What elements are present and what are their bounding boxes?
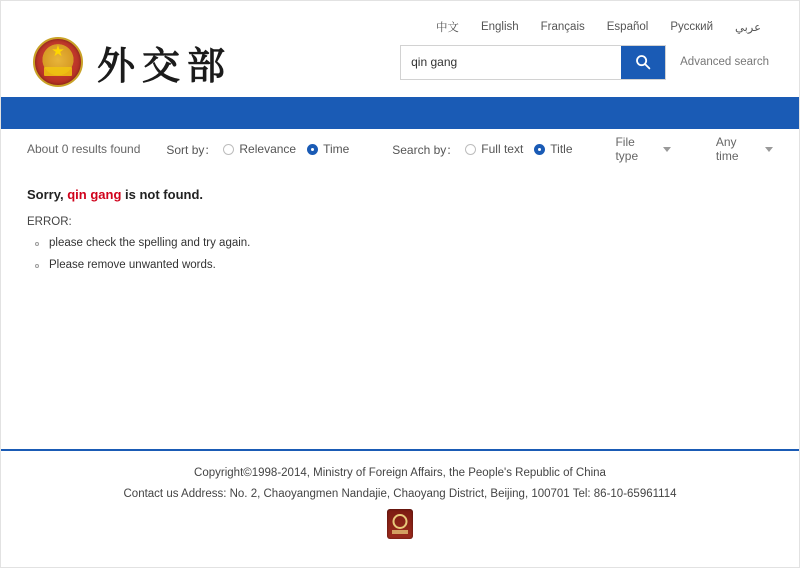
language-link-fr[interactable]: Français	[540, 21, 585, 33]
sort-by-option-relevance[interactable]	[223, 142, 296, 156]
search-by-option-title[interactable]	[534, 142, 572, 156]
sort-by-group	[166, 141, 353, 158]
radio-selected-icon	[534, 144, 545, 155]
search-input[interactable]	[401, 46, 621, 79]
search-button[interactable]	[621, 46, 665, 79]
site-brand[interactable]	[1, 35, 232, 90]
footer-copyright: Copyright©1998-2014, Ministry of Foreign Affairs, the People's Republic of China	[194, 467, 606, 479]
language-bar	[1, 1, 799, 35]
language-link-ru[interactable]: Русский	[670, 21, 713, 33]
radio-icon	[223, 144, 234, 155]
no-results-message	[27, 187, 773, 202]
list-item: Please remove unwanted words.	[35, 259, 773, 271]
error-label: ERROR:	[27, 216, 72, 228]
language-link-en[interactable]: English	[480, 21, 519, 33]
chevron-down-icon	[663, 147, 671, 152]
sort-by-label: Sort by：	[166, 142, 217, 157]
sort-by-option-time-label: Time	[323, 142, 350, 156]
language-link-es[interactable]: Español	[606, 21, 649, 33]
language-link-ar[interactable]: عربي	[735, 22, 761, 34]
search-by-group	[392, 141, 576, 158]
no-results-prefix: Sorry,	[27, 187, 64, 202]
language-link-zh[interactable]: 中文	[435, 22, 459, 34]
search-by-option-title-label: Title	[550, 142, 573, 156]
search-by-label: Search by：	[392, 142, 459, 157]
site-header	[1, 35, 799, 97]
any-time-label: Any time	[715, 135, 739, 163]
filter-bar	[1, 129, 799, 169]
search-by-option-fulltext[interactable]	[465, 142, 523, 156]
search-by-option-fulltext-label: Full text	[481, 142, 524, 156]
any-time-dropdown[interactable]	[716, 135, 773, 163]
search-box	[400, 45, 666, 80]
no-results-suffix: is not found.	[125, 187, 204, 202]
error-suggestion-list	[27, 237, 773, 271]
no-results-keyword: qin gang	[67, 187, 122, 202]
footer-contact: Contact us Address: No. 2, Chaoyangmen Nandajie, Chaoyang District, Beijing, 100701 Tel: 86-10-65961114	[123, 488, 677, 500]
site-title: 外交部	[97, 45, 233, 88]
file-type-label: File type	[615, 135, 639, 163]
results-count: About 0 results found	[27, 142, 141, 156]
search-icon	[635, 54, 651, 70]
sort-by-option-relevance-label: Relevance	[239, 142, 297, 156]
file-type-dropdown[interactable]	[615, 135, 671, 163]
sort-by-option-time[interactable]	[307, 142, 349, 156]
radio-icon	[465, 144, 476, 155]
radio-selected-icon	[307, 144, 318, 155]
navigation-band	[1, 97, 799, 129]
list-item: please check the spelling and try again.	[35, 237, 773, 249]
site-footer	[1, 449, 799, 567]
search-area	[400, 45, 799, 80]
advanced-search-link[interactable]: Advanced search	[680, 56, 769, 68]
chevron-down-icon	[765, 147, 773, 152]
national-emblem-icon	[33, 37, 83, 87]
results-content	[1, 169, 799, 271]
police-record-badge-icon[interactable]	[387, 509, 413, 539]
